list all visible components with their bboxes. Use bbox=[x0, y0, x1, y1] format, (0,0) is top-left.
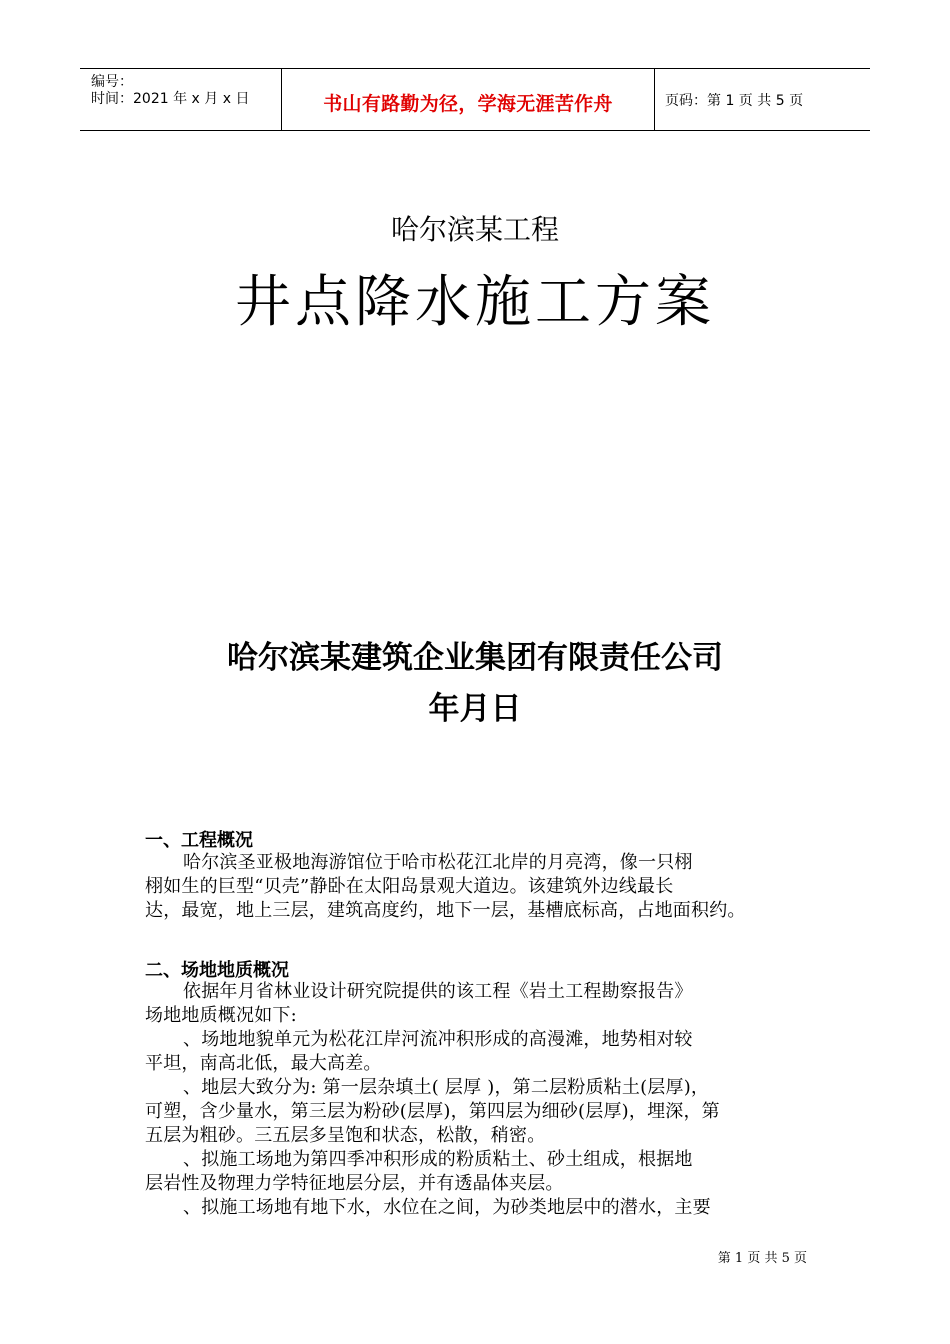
paragraph-line: 、地层大致分为: 第一层杂填土( 层厚 )，第二层粉质粘土(层厚)， bbox=[183, 1077, 710, 1098]
paragraph-line: 平坦，南高北低，最大高差。 bbox=[145, 1053, 382, 1074]
document-header bbox=[80, 68, 870, 131]
paragraph-line: 、拟施工场地有地下水，水位在之间，为砂类地层中的潜水，主要 bbox=[183, 1197, 711, 1218]
paragraph-line: 依据年月省林业设计研究院提供的该工程《岩土工程勘察报告》 bbox=[183, 981, 693, 1002]
paragraph-line: 场地地质概况如下: bbox=[145, 1005, 297, 1026]
section-body bbox=[145, 851, 825, 923]
document-date: 年月日 bbox=[428, 691, 522, 727]
paragraph-line: 栩如生的巨型“贝壳”静卧在太阳岛景观大道边。该建筑外边线最长 bbox=[145, 876, 674, 897]
section-body bbox=[145, 980, 825, 1220]
section-heading: 二、场地地质概况 bbox=[145, 960, 289, 981]
paragraph-line: 、场地地貌单元为松花江岸河流冲积形成的高漫滩，地势相对较 bbox=[183, 1029, 693, 1050]
section-heading: 一、工程概况 bbox=[145, 830, 253, 851]
paragraph-line: 层岩性及物理力学特征地层分层，并有透晶体夹层。 bbox=[145, 1173, 564, 1194]
document-subtitle: 哈尔滨某工程 bbox=[390, 213, 559, 246]
header-page-cell bbox=[654, 69, 870, 130]
paragraph-line: 、拟施工场地为第四季冲积形成的粉质粘土、砂土组成，根据地 bbox=[183, 1149, 693, 1170]
paragraph-line: 五层为粗砂。三五层多呈饱和状态，松散，稍密。 bbox=[145, 1125, 546, 1146]
header-motto-cell bbox=[281, 69, 655, 130]
company-name: 哈尔滨某建筑企业集团有限责任公司 bbox=[227, 640, 723, 676]
paragraph-line: 可塑，含少量水，第三层为粉砂(层厚)，第四层为细砂(层厚)，埋深，第 bbox=[145, 1101, 720, 1122]
number-label: 编号： bbox=[91, 74, 133, 90]
document-title: 井点降水施工方案 bbox=[235, 270, 715, 335]
paragraph-line: 哈尔滨圣亚极地海游馆位于哈市松花江北岸的月亮湾，像一只栩 bbox=[183, 852, 693, 873]
motto: 书山有路勤为径，学海无涯苦作舟 bbox=[323, 93, 613, 115]
paragraph-line: 达，最宽，地上三层，建筑高度约，地下一层，基槽底标高，占地面积约。 bbox=[145, 900, 746, 921]
page-label: 页码：第 1 页 共 5 页 bbox=[665, 93, 804, 109]
time-label: 时间：2021 年 x 月 x 日 bbox=[91, 91, 250, 107]
page-footer: 第 1 页 共 5 页 bbox=[717, 1251, 807, 1266]
header-meta-cell bbox=[80, 69, 281, 130]
